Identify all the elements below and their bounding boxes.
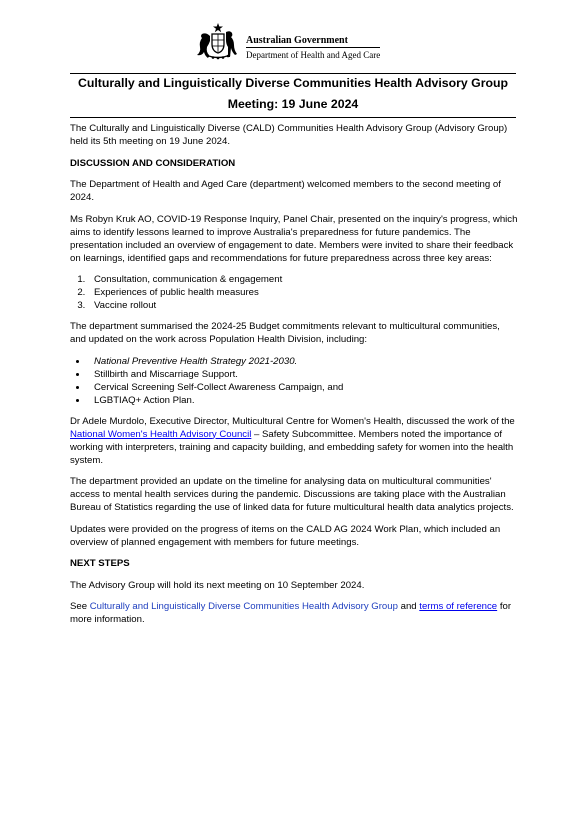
department-name: Department of Health and Aged Care [246, 50, 381, 60]
list-item: • LGBTIAQ+ Action Plan. [88, 394, 518, 407]
advisory-group-link[interactable]: Culturally and Linguistically Diverse Communities Health Advisory Group [89, 601, 398, 612]
list-item: • Cervical Screening Self-Collect Awareness Campaign, and [88, 381, 518, 394]
list-item: • Stillbirth and Miscarriage Support. [88, 368, 518, 381]
government-name: Australian Government [246, 35, 348, 46]
see-more-paragraph [70, 600, 518, 626]
list-item: 2. Experiences of public health measures [88, 286, 518, 299]
terms-of-reference-link[interactable]: terms of reference [419, 601, 498, 612]
workplan-paragraph: Updates were provided on the progress of items on the CALD AG 2024 Work Plan, which included an overview of planned engagement with members for future meetings. [70, 523, 501, 548]
welcome-paragraph: The Department of Health and Aged Care (department) welcomed members to the second meeting of 2024. [70, 179, 501, 203]
list-item: 3. Vaccine rollout [88, 299, 518, 312]
logo-divider [246, 47, 380, 48]
intro-paragraph: The Culturally and Linguistically Diverse (CALD) Communities Health Advisory Group (Advisory Group) held its 5th meeting on 19 June 2024. [70, 123, 508, 147]
government-logo [196, 22, 396, 64]
murdolo-text-end: – Safety Subcommittee. Members noted the importance of working with interpreters, training and capacity building, and embedding safety for women into the health system. [70, 428, 514, 466]
murdolo-text-start: Dr Adele Murdolo, Executive Director, Multicultural Centre for Women's Health, discussed the work of the [70, 415, 515, 427]
key-areas-list [70, 273, 518, 312]
list-item: 1. Consultation, communication & engagement [88, 273, 518, 286]
data-paragraph: The department provided an update on the timeline for analysing data on multicultural communities' access to mental health services during the pandemic. Discussions are taking place with the Australian Bureau of Statistics regarding the use of linked data for future multicultural health data analytics projects. [70, 476, 514, 513]
meeting-date-title: Meeting: 19 June 2024 [227, 97, 359, 111]
inquiry-paragraph: Ms Robyn Kruk AO, COVID-19 Response Inquiry, Panel Chair, presented on the inquiry's progress, which aims to identify lessons learned to improve Australia's preparedness for future pandemics. The presentation included an overview of engagement to date. Members were invited to share their feedback on learnings, identified gaps and recommendations for future preparedness across three key areas: [70, 213, 518, 264]
budget-items-list [70, 355, 518, 407]
murdolo-paragraph [70, 415, 518, 467]
womens-health-council-link[interactable]: National Women's Health Advisory Council [70, 428, 252, 440]
and-text: and [397, 601, 420, 612]
title-bottom-rule [70, 117, 516, 118]
see-text: See [70, 601, 90, 612]
document-title: Culturally and Linguistically Diverse Communities Health Advisory Group [77, 76, 509, 90]
title-top-rule [70, 73, 516, 74]
more-info-text: for more information. [70, 601, 512, 625]
coat-of-arms-icon [196, 22, 240, 62]
discussion-heading: DISCUSSION AND CONSIDERATION [70, 157, 236, 169]
budget-paragraph: The department summarised the 2024-25 Budget commitments relevant to multicultural communities, and updated on the work across Population Health Division, including: [70, 321, 500, 345]
list-item: • National Preventive Health Strategy 2021-2030. [88, 355, 518, 368]
document-body [70, 122, 518, 635]
next-steps-heading: NEXT STEPS [70, 558, 130, 569]
next-meeting-paragraph: The Advisory Group will hold its next meeting on 10 September 2024. [70, 579, 365, 591]
